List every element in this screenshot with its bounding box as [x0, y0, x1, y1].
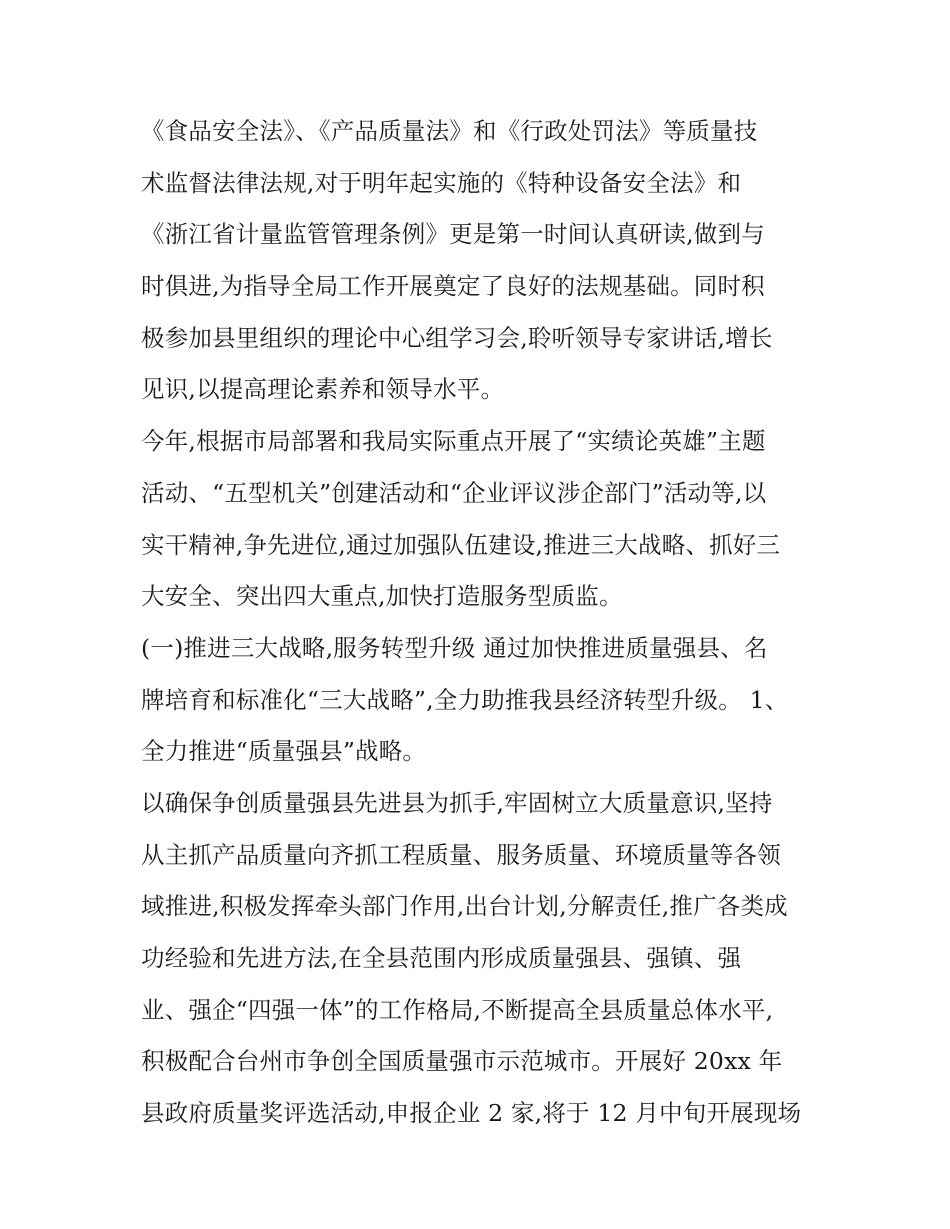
text-line: 积极配合台州市争创全国质量强市示范城市。开展好 20xx 年	[141, 1047, 783, 1076]
text-line: 大安全、突出四大重点,加快打造服务型质监。	[141, 582, 623, 611]
text-line: 全力推进“质量强县”战略。	[141, 737, 427, 766]
text-line: (一)推进三大战略,服务转型升级 通过加快推进质量强县、名	[141, 633, 768, 662]
text-line: 极参加县里组织的理论中心组学习会,聆听领导专家讲话,增长	[141, 323, 773, 352]
text-line: 实干精神,争先进位,通过加强队伍建设,推进三大战略、抓好三	[141, 530, 781, 559]
document-body	[141, 106, 821, 1140]
text-line: 今年,根据市局部署和我局实际重点开展了“实绩论英雄”主题	[141, 427, 766, 456]
text-line: 从主抓产品质量向齐抓工程质量、服务质量、环境质量等各领	[141, 840, 781, 869]
text-line: 术监督法律法规,对于明年起实施的《特种设备安全法》和	[141, 168, 742, 197]
text-line: 牌培育和标准化“三大战略”,全力助推我县经济转型升级。 1、	[141, 685, 789, 714]
text-line: 时俱进,为指导全局工作开展奠定了良好的法规基础。同时积	[141, 272, 765, 301]
text-line: 功经验和先进方法,在全县范围内形成质量强县、强镇、强	[141, 944, 742, 972]
text-line: 县政府质量奖评选活动,申报企业 2 家,将于 12 月中旬开展现场	[141, 1099, 802, 1128]
text-line: 见识,以提高理论素养和领导水平。	[141, 375, 505, 404]
text-line: 业、强企“四强一体”的工作格局,不断提高全县质量总体水平,	[141, 995, 774, 1024]
text-line: 《食品安全法》、《产品质量法》和《行政处罚法》等质量技	[141, 117, 758, 145]
text-line: 以确保争创质量强县先进县为抓手,牢固树立大质量意识,坚持	[141, 788, 773, 817]
text-line: 《浙江省计量监管管理条例》更是第一时间认真研读,做到与	[141, 220, 765, 249]
text-line: 域推进,积极发挥牵头部门作用,出台计划,分解责任,推广各类成	[141, 892, 788, 921]
text-line: 活动、“五型机关”创建活动和“企业评议涉企部门”活动等,以	[141, 478, 767, 507]
